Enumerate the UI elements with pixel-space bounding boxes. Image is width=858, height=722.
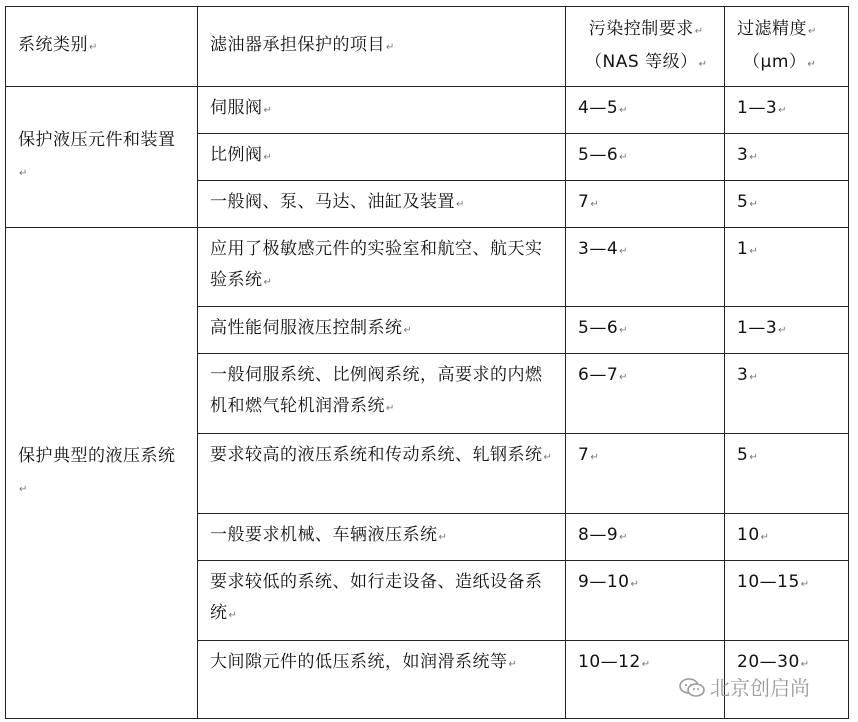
item-cell: 伺服阀↵ [198, 87, 566, 134]
item-cell: 一般阀、泵、马达、油缸及装置↵ [198, 181, 566, 228]
nas-cell: 6—7↵ [566, 354, 725, 434]
header-items: 滤油器承担保护的项目↵ [198, 7, 566, 87]
precision-cell: 1↵ [725, 228, 849, 307]
item-cell: 一般要求机械、车辆液压系统↵ [198, 514, 566, 561]
precision-cell: 3↵ [725, 354, 849, 434]
header-pollution: 污染控制要求↵ （NAS 等级）↵ [566, 7, 725, 87]
filter-requirements-table [5, 6, 849, 719]
item-cell: 比例阀↵ [198, 134, 566, 181]
wechat-icon [678, 677, 706, 699]
nas-cell: 5—6↵ [566, 307, 725, 354]
nas-cell: 3—4↵ [566, 228, 725, 307]
nas-cell: 4—5↵ [566, 87, 725, 134]
header-precision: 过滤精度↵ （μm）↵ [725, 7, 849, 87]
item-cell: 高性能伺服液压控制系统↵ [198, 307, 566, 354]
precision-cell: 5↵ [725, 181, 849, 228]
precision-cell: 20—30↵ [725, 641, 849, 719]
header-row [6, 7, 849, 87]
category-systems: 保护典型的液压系统↵ [6, 228, 198, 719]
precision-cell: 5↵ [725, 434, 849, 514]
precision-cell: 10—15↵ [725, 561, 849, 641]
nas-cell: 5—6↵ [566, 134, 725, 181]
nas-cell: 10—12↵ [566, 641, 725, 719]
nas-cell: 7↵ [566, 181, 725, 228]
header-category: 系统类别↵ [6, 7, 198, 87]
item-cell: 大间隙元件的低压系统，如润滑系统等↵ [198, 641, 566, 719]
table-row [6, 228, 849, 307]
nas-cell: 8—9↵ [566, 514, 725, 561]
precision-cell: 10↵ [725, 514, 849, 561]
item-cell: 应用了极敏感元件的实验室和航空、航天实验系统↵ [198, 228, 566, 307]
nas-cell: 9—10↵ [566, 561, 725, 641]
item-cell: 要求较低的系统、如行走设备、造纸设备系统↵ [198, 561, 566, 641]
watermark: 北京创启尚 [678, 672, 810, 701]
precision-cell: 3↵ [725, 134, 849, 181]
item-cell: 要求较高的液压系统和传动系统、轧钢系统↵ [198, 434, 566, 514]
nas-cell: 7↵ [566, 434, 725, 514]
item-cell: 一般伺服系统、比例阀系统，高要求的内燃机和燃气轮机润滑系统↵ [198, 354, 566, 434]
precision-cell: 1—3↵ [725, 307, 849, 354]
precision-cell: 1—3↵ [725, 87, 849, 134]
category-components: 保护液压元件和装置↵ [6, 87, 198, 228]
table-row [6, 87, 849, 134]
